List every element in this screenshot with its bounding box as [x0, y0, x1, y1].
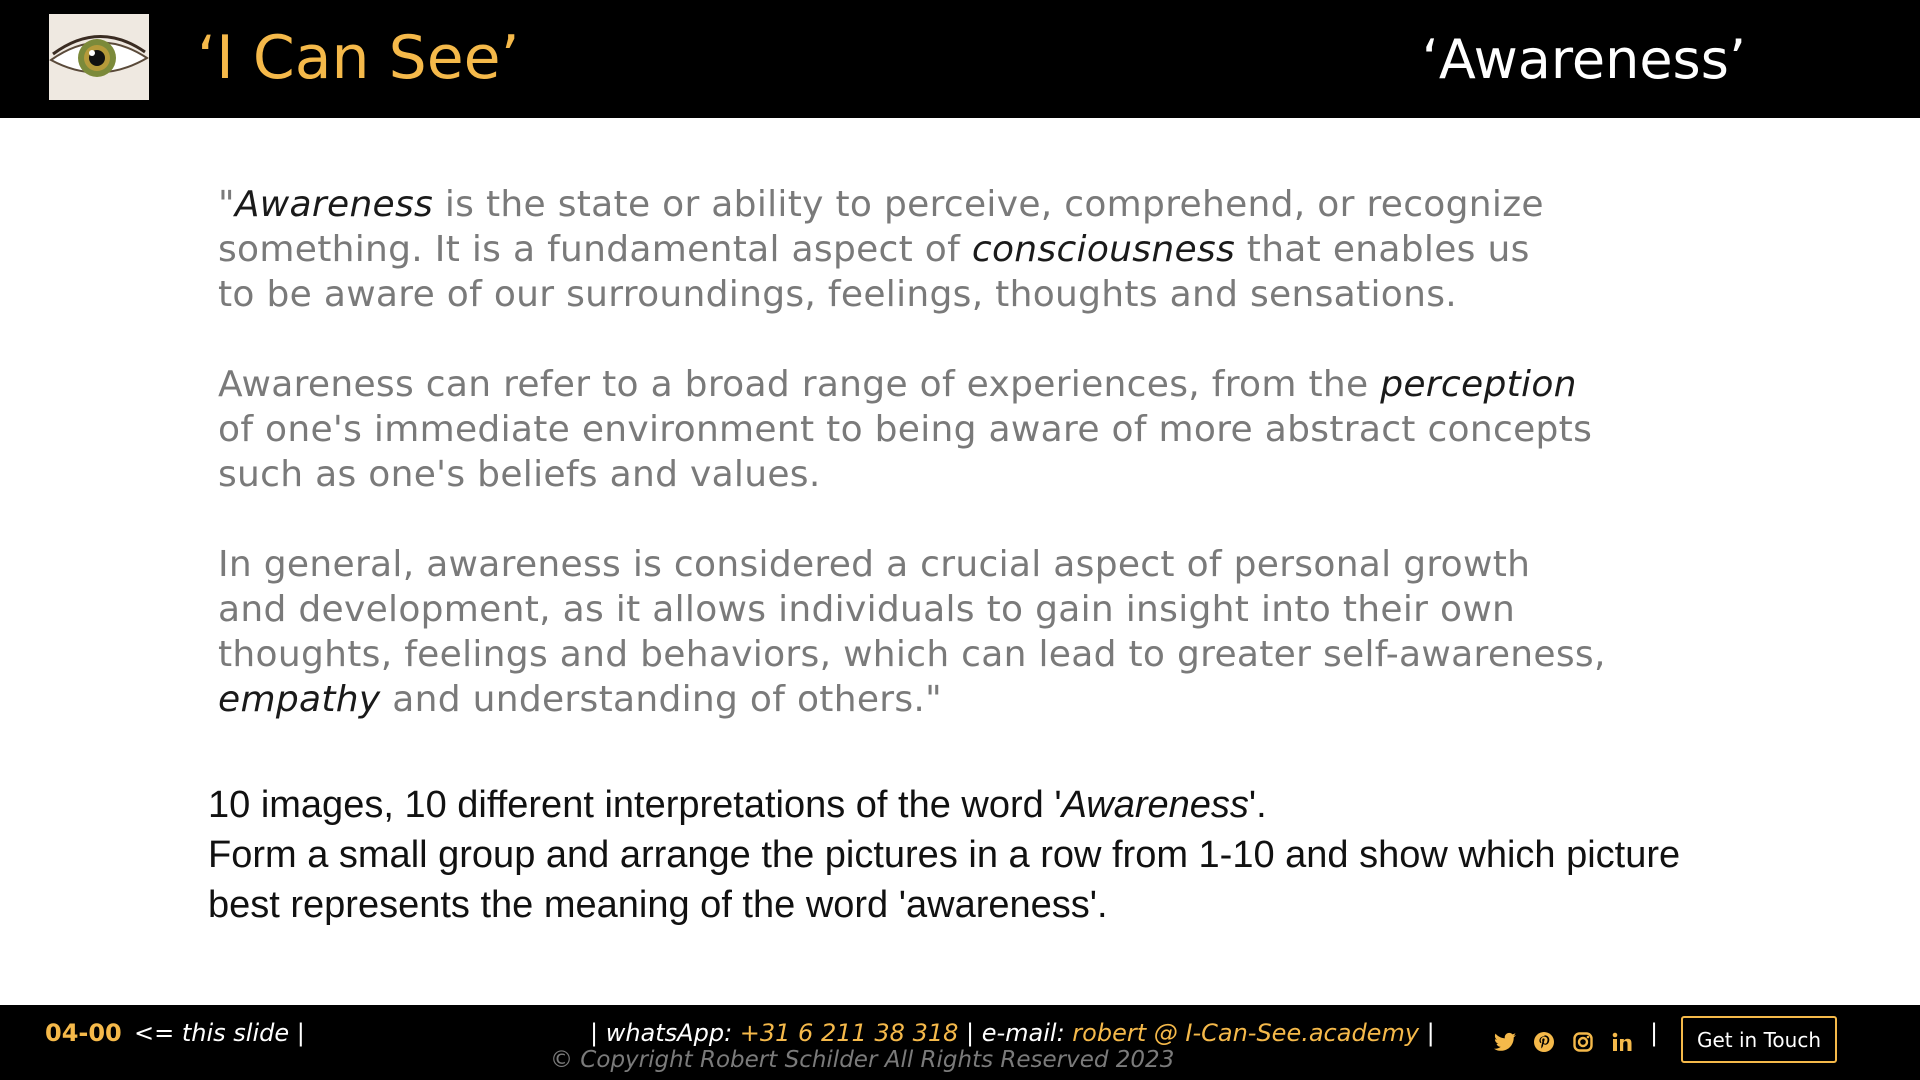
app-title: ‘I Can See’	[197, 23, 520, 93]
slide-note: <= this slide |	[134, 1019, 305, 1047]
email-prefix: | e-mail:	[958, 1019, 1073, 1047]
instagram-icon[interactable]	[1568, 1027, 1598, 1057]
whatsapp-number[interactable]: +31 6 211 38 318	[739, 1019, 959, 1047]
emphasis-word: perception	[1380, 364, 1577, 405]
instruction-line: best represents the meaning of the word 'awareness'.	[208, 884, 1108, 926]
pinterest-icon[interactable]	[1529, 1027, 1559, 1057]
quote-line: something. It is a fundamental aspect of consciousness that enables us	[218, 229, 1530, 270]
email-link[interactable]: robert @ I-Can-See.academy	[1072, 1019, 1420, 1047]
quote-paragraph-1	[218, 182, 1718, 317]
quote-line: empathy and understanding of others."	[218, 679, 943, 720]
footer-separator: |	[1650, 1019, 1659, 1047]
instruction-line: Form a small group and arrange the pictures in a row from 1-10 and show which picture	[208, 834, 1681, 876]
social-links	[1490, 1023, 1637, 1061]
quote-paragraph-2	[218, 362, 1718, 497]
contact-prefix: | whatsApp:	[590, 1019, 740, 1047]
emphasis-word: empathy	[218, 679, 381, 720]
emphasis-word: Awareness	[1061, 784, 1249, 826]
linkedin-icon[interactable]	[1607, 1027, 1637, 1057]
quote-line: In general, awareness is considered a crucial aspect of personal growth	[218, 544, 1531, 585]
emphasis-word: consciousness	[971, 229, 1236, 270]
instruction-line: 10 images, 10 different interpretations of the word 'Awareness'.	[208, 784, 1267, 826]
quote-line: such as one's beliefs and values.	[218, 454, 821, 495]
copyright-text: © Copyright Robert Schilder All Rights Reserved 2023	[550, 1047, 1175, 1073]
page-heading: ‘Awareness’	[1421, 28, 1746, 91]
instruction-text	[208, 780, 1768, 930]
header-bar	[0, 0, 1920, 118]
eye-logo	[49, 14, 149, 100]
quote-line: and development, as it allows individuals to gain insight into their own	[218, 589, 1516, 630]
quote-line: of one's immediate environment to being aware of more abstract concepts	[218, 409, 1593, 450]
footer-bar	[0, 1005, 1920, 1080]
slide-number: 04-00	[45, 1019, 122, 1047]
quote-paragraph-3	[218, 542, 1718, 722]
quote-line: "Awareness is the state or ability to perceive, comprehend, or recognize	[218, 184, 1544, 225]
quote-line: Awareness can refer to a broad range of experiences, from the perception	[218, 364, 1577, 405]
get-in-touch-button[interactable]: Get in Touch	[1681, 1016, 1837, 1063]
twitter-icon[interactable]	[1490, 1027, 1520, 1057]
quote-line: to be aware of our surroundings, feelings, thoughts and sensations.	[218, 274, 1458, 315]
quote-line: thoughts, feelings and behaviors, which can lead to greater self-awareness,	[218, 634, 1606, 675]
contact-suffix: |	[1419, 1019, 1435, 1047]
emphasis-word: Awareness	[234, 184, 434, 225]
contact-info	[590, 1019, 1435, 1047]
awareness-quote	[218, 182, 1718, 767]
